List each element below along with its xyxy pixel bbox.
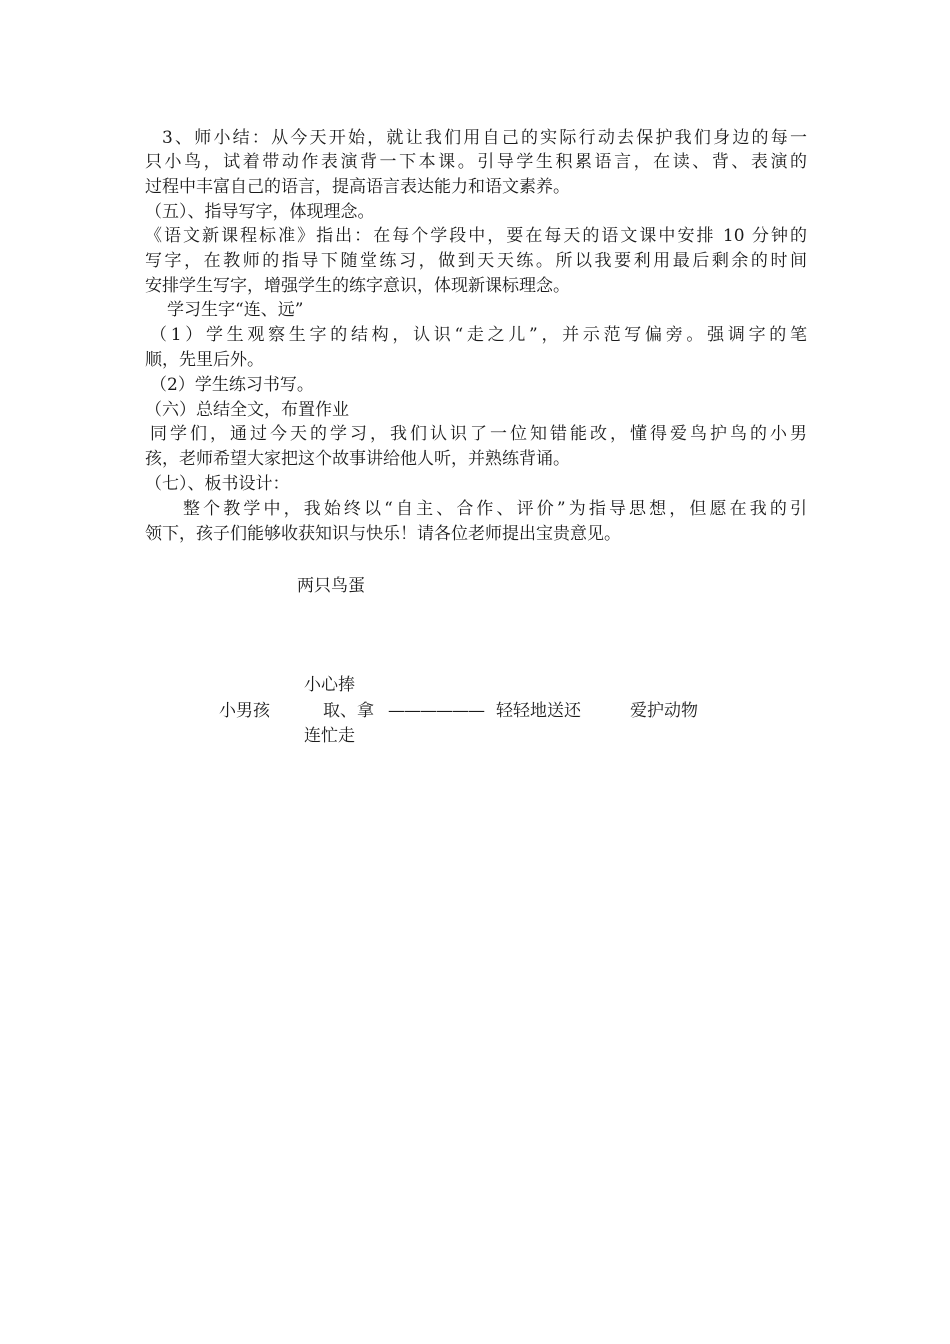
standard-line-2: 写字，在教师的指导下随堂练习，做到天天练。所以我要利用最后剩余的时间 [145,251,807,271]
board-return: 轻轻地送还 [496,701,581,721]
board-dashes: —————— [388,701,484,721]
summary-line-2: 孩，老师希望大家把这个故事讲给他人听，并熟练背诵。 [145,449,570,469]
paragraph-3-line-3: 过程中丰富自己的语言，提高语言表达能力和语文素养。 [145,177,570,197]
step-1-line-2: 顺，先里后外。 [145,350,264,370]
section-6-heading: （六）总结全文，布置作业 [145,400,349,420]
board-bottom-word: 连忙走 [304,726,355,746]
closing-line-1: 整个教学中，我始终以“自主、合作、评价”为指导思想，但愿在我的引 [183,499,807,519]
standard-line-3: 安排学生写字，增强学生的练字意识，体现新课标理念。 [145,276,570,296]
standard-line-1: 《语文新课程标准》指出：在每个学段中，要在每天的语文课中安排 10 分钟的 [145,226,807,246]
board-design-title: 两只鸟蛋 [297,576,365,596]
learn-characters: 学习生字“连、远” [167,300,304,320]
section-7-heading: （七）、板书设计： [145,474,290,494]
paragraph-3-line-1: 3、师小结：从今天开始，就让我们用自己的实际行动去保护我们身边的每一 [162,128,807,148]
paragraph-3-line-2: 只小鸟，试着带动作表演背一下本课。引导学生积累语言，在读、背、表演的 [145,152,807,172]
board-boy: 小男孩 [219,701,270,721]
step-1-line-1: （1）学生观察生字的结构，认识“走之儿”，并示范写偏旁。强调字的笔 [150,325,807,345]
closing-line-2: 领下，孩子们能够收获知识与快乐！请各位老师提出宝贵意见。 [145,524,621,544]
section-5-heading: （五）、指导写字，体现理念。 [145,202,375,222]
board-action: 取、拿 [323,701,374,721]
step-2: （2）学生练习书写。 [150,375,314,395]
board-top-word: 小心捧 [304,675,355,695]
board-theme: 爱护动物 [630,701,698,721]
summary-line-1: 同学们，通过今天的学习，我们认识了一位知错能改，懂得爱鸟护鸟的小男 [150,424,807,444]
